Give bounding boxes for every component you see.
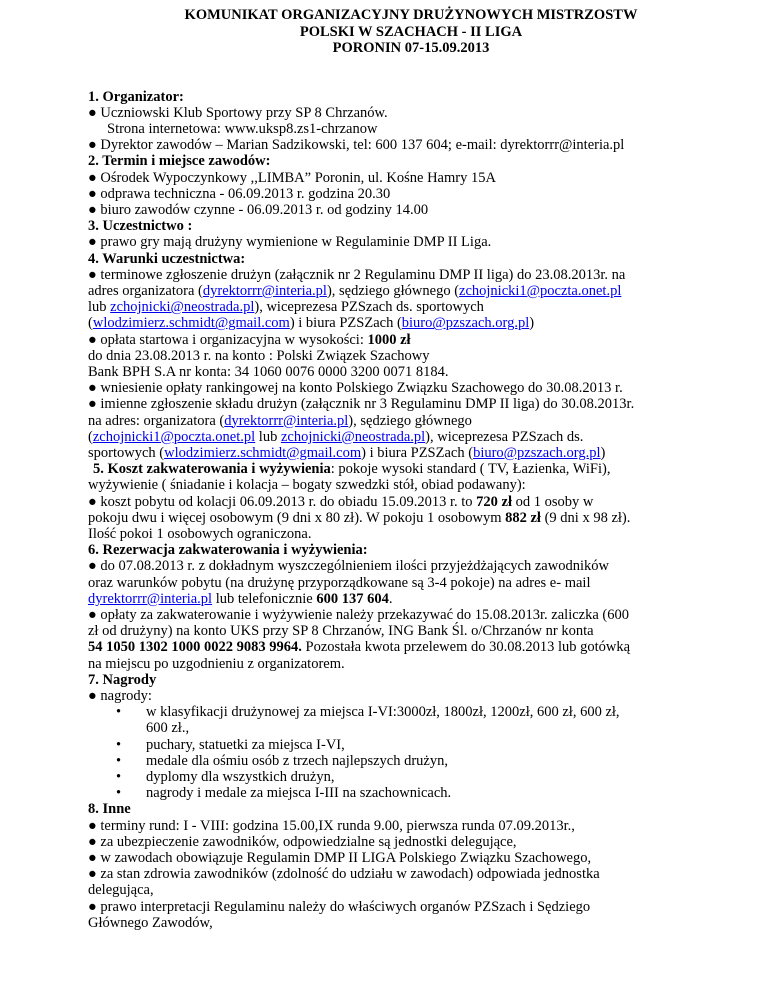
text: ) (600, 444, 606, 461)
bullet-icon: • (116, 752, 122, 769)
list-item (88, 704, 748, 736)
s8-line-7: Głównego Zawodów, (88, 914, 213, 931)
s6-line-3 (88, 591, 748, 607)
s4-line-d2 (88, 413, 748, 429)
text: . (388, 590, 393, 607)
s8-line-1: ● terminy rund: I - VIII: godzina 15.00,IX runda 9.00, pierwsza runda 07.09.2013r., (88, 817, 575, 834)
s1-line-3: ● Dyrektor zawodów – Marian Sadzikowski, tel: 600 137 604; e-mail: dyrektorrr@interia.pl (88, 137, 625, 154)
s4-line-a2 (88, 283, 748, 299)
text: na adres: organizatora ( (88, 412, 225, 429)
section-5-heading-line (88, 461, 748, 477)
email-link-pzszach-office[interactable]: biuro@pzszach.org.pl (401, 315, 530, 332)
text: lub (88, 299, 111, 316)
text: ), sędziego głównego (348, 412, 472, 429)
text: ) i biura PZSZach ( (289, 315, 402, 332)
title-line-3: PORONIN 07-15.09.2013 (332, 40, 490, 56)
s5-line-3 (88, 494, 748, 510)
s5-line-4 (88, 510, 748, 526)
s8-line-4: ● za stan zdrowia zawodników (zdolność do udziału w zawodach) odpowiada jednostka (88, 866, 600, 883)
s2-line-2: ● odprawa techniczna - 06.09.2013 r. godzina 20.30 (88, 185, 391, 202)
bullet-icon: • (116, 704, 122, 721)
email-link-vice-president[interactable]: wlodzimierz.schmidt@gmail.com (92, 315, 290, 332)
email-link-referee-onet[interactable]: zchojnicki1@poczta.onet.pl (92, 428, 256, 445)
bullet-icon: • (116, 769, 122, 786)
s3-line-1: ● prawo gry mają drużyny wymienione w Regulaminie DMP II Liga. (88, 234, 492, 251)
text: Pozostała kwota przelewem do 30.08.2013 lub gotówką (301, 639, 631, 656)
list-item-text: puchary, statuetki za miejsca I-VI, (146, 736, 345, 753)
text: ● koszt pobytu od kolacji 06.09.2013 r. do obiadu 15.09.2013 r. to (88, 493, 477, 510)
section-2-heading: 2. Termin i miejsce zawodów: (88, 153, 271, 170)
email-link-referee-onet[interactable]: zchojnicki1@poczta.onet.pl (459, 282, 622, 299)
list-item-text: nagrody i medale za miejsca I-III na szachownicach. (146, 785, 452, 802)
s6-line-7: na miejscu po uzgodnieniu z organizatorem. (88, 655, 345, 672)
list-item-text: medale dla ośmiu osób z trzech najlepszych drużyn, (146, 752, 448, 769)
text: lub telefonicznie (212, 590, 317, 607)
s1-line-1: ● Uczniowski Klub Sportowy przy SP 8 Chrzanów. (88, 104, 388, 121)
prizes-list (88, 704, 748, 801)
text: ), sędziego głównego ( (326, 282, 460, 299)
text: (9 dni x 98 zł). (540, 509, 631, 526)
section-8-heading: 8. Inne (88, 801, 131, 818)
s4-line-b1 (88, 332, 748, 348)
s4-line-b3: Bank BPH S.A nr konta: 34 1060 0076 0000 3200 0071 8184. (88, 363, 449, 380)
email-link-referee-neostrada[interactable]: zchojnicki@neostrada.pl (110, 299, 255, 316)
s6-line-5: zł od drużyny) na konto UKS przy SP 8 Chrzanów, ING Bank Śl. o/Chrzanów nr konta (88, 623, 594, 640)
price-double-room: 720 zł (476, 493, 512, 510)
section-6-heading: 6. Rezerwacja zakwaterowania i wyżywienia: (88, 542, 368, 559)
list-item-text: w klasyfikacji drużynowej za miejsca I-VI:3000zł, 1800zł, 1200zł, 600 zł, 600 zł, (146, 704, 620, 721)
list-item (88, 785, 748, 801)
list-item (88, 753, 748, 769)
price-single-room: 882 zł (505, 509, 541, 526)
s4-line-c1: ● wniesienie opłaty rankingowej na konto Polskiego Związku Szachowego do 30.08.2013 r. (88, 380, 623, 397)
s8-line-5: delegująca, (88, 882, 154, 899)
s5-line-5: Ilość pokoi 1 osobowych ograniczona. (88, 525, 312, 542)
s2-line-1: ● Ośrodek Wypoczynkowy ,,LIMBA” Poronin, ul. Kośne Hamry 15A (88, 169, 496, 186)
section-1-heading: 1. Organizator: (88, 88, 184, 105)
s4-line-b2: do dnia 23.08.2013 r. na konto : Polski Związek Szachowy (88, 347, 430, 364)
text: od 1 osoby w (512, 493, 594, 510)
s4-line-d3 (88, 429, 748, 445)
s8-line-2: ● za ubezpieczenie zawodników, odpowiedzialne są jednostki delegujące, (88, 833, 517, 850)
text: ), wiceprezesa PZSzach ds. (425, 428, 584, 445)
bullet-icon: • (116, 785, 122, 802)
text: : pokoje wysoki standard ( TV, Łazienka, WiFi), (330, 461, 611, 478)
email-link-organizer[interactable]: dyrektorrr@interia.pl (202, 282, 327, 299)
text: ), wiceprezesa PZSzach ds. sportowych (254, 299, 484, 316)
list-item (88, 737, 748, 753)
email-link-vice-president[interactable]: wlodzimierz.schmidt@gmail.com (164, 444, 362, 461)
text: lub (255, 428, 281, 445)
list-item-text: dyplomy dla wszystkich drużyn, (146, 769, 335, 786)
s8-line-6: ● prawo interpretacji Regulaminu należy do właściwych organów PZSzach i Sędziego (88, 898, 591, 915)
document-title (74, 7, 748, 57)
text: pokoju dwu i więcej osobowym (9 dni x 80 zł). W pokoju 1 osobowym (88, 509, 506, 526)
s4-line-a3 (88, 299, 748, 315)
email-link-organizer[interactable]: dyrektorrr@interia.pl (224, 412, 349, 429)
s6-line-2: oraz warunków pobytu (na drużynę przyporządkowane są 3-4 pokoje) na adres e- mail (88, 574, 591, 591)
s2-line-3: ● biuro zawodów czynne - 06.09.2013 r. od godziny 14.00 (88, 201, 429, 218)
section-5-heading: 5. Koszt zakwaterowania i wyżywienia (93, 461, 331, 478)
text: ( (88, 315, 93, 332)
s7-line-1: ● nagrody: (88, 688, 152, 705)
text: adres organizatora ( (88, 282, 203, 299)
s4-line-a1: ● terminowe zgłoszenie drużyn (załącznik nr 2 Regulaminu DMP II liga) do 23.08.2013r. na (88, 266, 626, 283)
title-line-1: KOMUNIKAT ORGANIZACYJNY DRUŻYNOWYCH MISTRZOSTW (184, 7, 638, 23)
s4-line-d4 (88, 445, 748, 461)
email-link-referee-neostrada[interactable]: zchojnicki@neostrada.pl (280, 428, 426, 445)
text: ● opłata startowa i organizacyjna w wysokości: (88, 331, 368, 348)
s4-line-d1: ● imienne zgłoszenie składu drużyn (załącznik nr 3 Regulaminu DMP II liga) do 30.08.2013r. (88, 396, 635, 413)
list-item-text-continued: 600 zł., (146, 720, 190, 737)
email-link-organizer[interactable]: dyrektorrr@interia.pl (88, 590, 213, 607)
text: ( (88, 428, 93, 445)
title-line-2: POLSKI W SZACHACH - II LIGA (299, 23, 523, 40)
bullet-icon: • (116, 736, 122, 753)
email-link-pzszach-office[interactable]: biuro@pzszach.org.pl (473, 444, 601, 461)
section-7-heading: 7. Nagrody (88, 671, 157, 688)
s6-line-4: ● opłaty za zakwaterowanie i wyżywienie należy przekazywać do 15.08.2013r. zaliczka (600 (88, 607, 629, 623)
s8-line-3: ● w zawodach obowiązuje Regulamin DMP II LIGA Polskiego Związku Szachowego, (88, 850, 592, 867)
s5-line-2: wyżywienie ( śniadanie i kolacja – bogaty szwedzki stół, obiad podawany): (88, 477, 526, 494)
s4-line-a4 (88, 315, 748, 331)
section-4-heading: 4. Warunki uczestnictwa: (88, 250, 246, 267)
text: ) (529, 315, 535, 332)
bank-account-number: 54 1050 1302 1000 0022 9083 9964. (88, 639, 302, 656)
s1-line-2: Strona internetowa: www.uksp8.zs1-chrzanow (107, 120, 378, 137)
entry-fee: 1000 zł (367, 331, 411, 348)
text: ) i biura PZSZach ( (361, 444, 474, 461)
s6-line-1: ● do 07.08.2013 r. z dokładnym wyszczególnieniem ilości przyjeżdżających zawodników (88, 558, 609, 575)
text: sportowych ( (88, 444, 165, 461)
list-item (88, 769, 748, 785)
section-3-heading: 3. Uczestnictwo : (88, 218, 193, 235)
s6-line-6 (88, 639, 748, 655)
phone-number: 600 137 604 (316, 590, 389, 607)
